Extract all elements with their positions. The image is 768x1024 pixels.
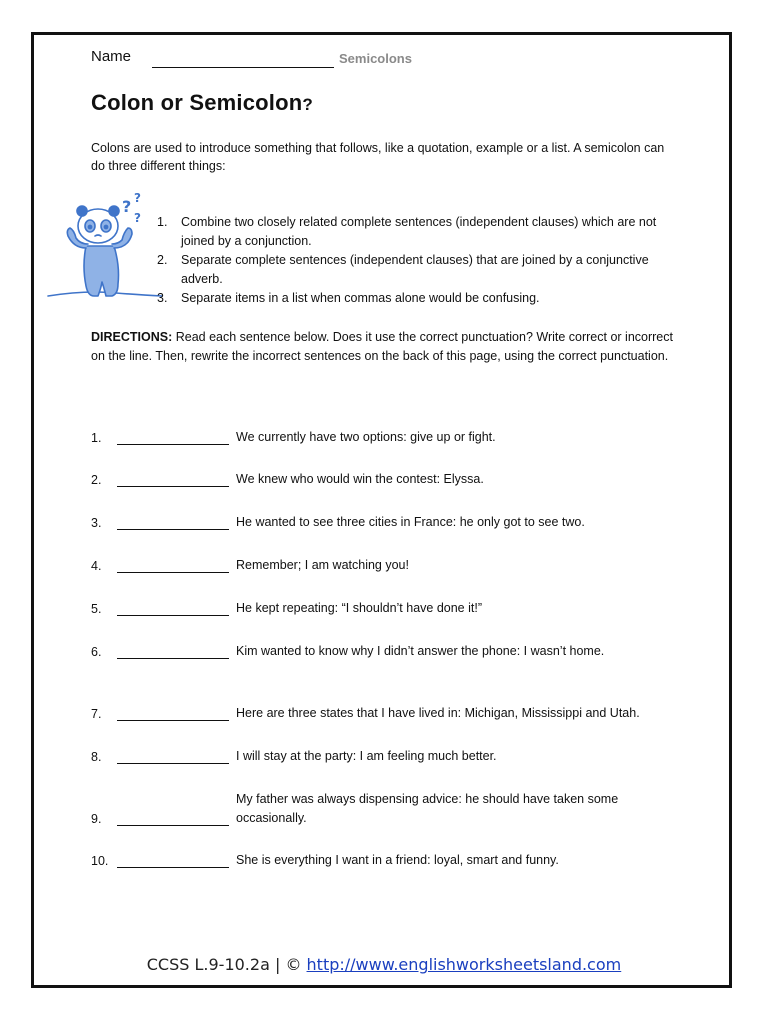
topic-label: Semicolons <box>339 51 412 66</box>
answer-line[interactable] <box>117 529 229 530</box>
list-item <box>157 289 657 308</box>
question-text: She is everything I want in a friend: loyal, smart and funny. <box>236 853 559 867</box>
question-row <box>91 788 681 828</box>
question-number: 2. <box>91 473 102 487</box>
intro-paragraph: Colons are used to introduce something that follows, like a quotation, example or a list. A semicolon can do three different things: <box>91 141 665 173</box>
question-number: 6. <box>91 645 102 659</box>
footer <box>0 955 768 974</box>
list-item-text: Combine two closely related complete sentences (independent clauses) which are not joined by a conjunction. <box>181 215 657 248</box>
question-row <box>91 578 681 618</box>
answer-line[interactable] <box>117 867 229 868</box>
footer-standard: CCSS L.9-10.2a | © <box>146 955 307 974</box>
answer-line[interactable] <box>117 486 229 487</box>
question-text: He wanted to see three cities in France: he only got to see two. <box>236 515 585 529</box>
question-row <box>91 726 681 766</box>
answer-line[interactable] <box>117 444 229 445</box>
question-text: Here are three states that I have lived in: Michigan, Mississippi and Utah. <box>236 706 640 720</box>
question-text: We currently have two options: give up or fight. <box>236 430 496 444</box>
answer-line[interactable] <box>117 825 229 826</box>
svg-text:?: ? <box>134 191 141 205</box>
footer-link[interactable]: http://www.englishworksheetsland.com <box>306 955 622 974</box>
name-field-line[interactable] <box>152 67 334 68</box>
list-item-number: 2. <box>157 253 168 267</box>
question-row <box>91 492 681 532</box>
question-row <box>91 830 681 870</box>
question-row <box>91 621 681 661</box>
answer-line[interactable] <box>117 572 229 573</box>
list-item-text: Separate complete sentences (independent clauses) that are joined by a conjunctive adverb. <box>181 253 649 286</box>
answer-line[interactable] <box>117 658 229 659</box>
question-number: 9. <box>91 812 102 826</box>
question-text: Remember; I am watching you! <box>236 558 409 572</box>
question-text: We knew who would win the contest: Elyssa. <box>236 472 484 486</box>
question-text: I will stay at the party: I am feeling much better. <box>236 749 497 763</box>
semicolon-uses-list <box>157 213 657 308</box>
question-number: 1. <box>91 431 102 445</box>
answer-line[interactable] <box>117 763 229 764</box>
page-title <box>91 90 313 116</box>
svg-text:?: ? <box>122 197 132 216</box>
question-row <box>91 407 681 447</box>
question-row <box>91 535 681 575</box>
list-item <box>157 251 657 289</box>
title-question-mark: ? <box>302 95 313 114</box>
answer-line[interactable] <box>117 615 229 616</box>
list-item <box>157 213 657 251</box>
list-item-number: 1. <box>157 215 168 229</box>
question-number: 5. <box>91 602 102 616</box>
directions-text: Read each sentence below. Does it use the correct punctuation? Write correct or incorrect on the line. Then, rewrite the incorrect sentences on the back of this page, using the correct punctuation. <box>91 330 673 363</box>
directions-paragraph <box>91 328 681 366</box>
title-text: Colon or Semicolon <box>91 90 303 115</box>
question-number: 7. <box>91 707 102 721</box>
directions-label: DIRECTIONS: <box>91 330 173 344</box>
question-number: 10. <box>91 854 109 868</box>
answer-line[interactable] <box>117 720 229 721</box>
list-item-text: Separate items in a list when commas alone would be confusing. <box>181 291 540 305</box>
question-text: Kim wanted to know why I didn’t answer the phone: I wasn’t home. <box>236 644 605 658</box>
question-text: He kept repeating: “I shouldn’t have done it!” <box>236 601 482 615</box>
svg-text:?: ? <box>134 211 141 225</box>
question-number: 8. <box>91 750 102 764</box>
question-row <box>91 449 681 489</box>
list-item-number: 3. <box>157 291 168 305</box>
question-number: 4. <box>91 559 102 573</box>
question-number: 3. <box>91 516 102 530</box>
name-label: Name <box>91 48 132 65</box>
confused-panda-icon <box>46 186 164 306</box>
question-row <box>91 683 681 723</box>
question-text: My father was always dispensing advice: he should have taken some occasionally. <box>236 792 619 825</box>
